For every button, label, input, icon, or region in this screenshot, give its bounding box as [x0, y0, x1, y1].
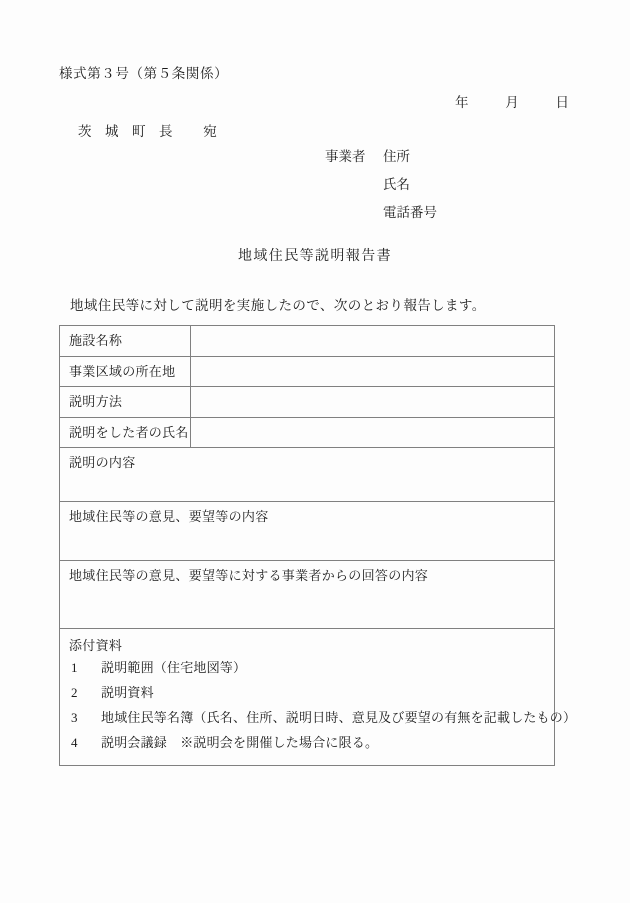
attachment-text: 説明会議録 ※説明会を開催した場合に限る。 — [101, 734, 379, 750]
table-row — [60, 448, 555, 502]
row-label-facility-name: 施設名称 — [60, 326, 191, 357]
addressee-line — [78, 120, 217, 140]
date-year-label: 年 — [455, 95, 469, 110]
table-row — [60, 502, 555, 561]
attachments-title: 添付資料 — [69, 638, 123, 653]
report-table — [59, 325, 577, 766]
row-label-explainer-name: 説明をした者の氏名 — [60, 417, 191, 448]
operator-row-name — [325, 173, 437, 201]
addressee-name: 茨 城 町 長 — [78, 124, 173, 139]
row-label-project-area-location: 事業区域の所在地 — [60, 356, 191, 387]
section-attachments — [60, 629, 577, 766]
date-line — [455, 91, 569, 111]
list-item — [69, 708, 577, 733]
row-label-explanation-method: 説明方法 — [60, 387, 191, 418]
addressee-suffix: 宛 — [203, 124, 217, 139]
row-value-facility-name[interactable] — [191, 326, 555, 357]
intro-sentence: 地域住民等に対して説明を実施したので、次のとおり報告します。 — [70, 298, 486, 313]
row-value-explanation-method[interactable] — [191, 387, 555, 418]
attachment-text: 地域住民等名簿（氏名、住所、説明日時、意見及び要望の有無を記載したもの） — [101, 709, 577, 725]
attachment-number: 1 — [71, 659, 78, 675]
table-row — [60, 387, 555, 418]
operator-row-address — [325, 145, 437, 173]
operator-label-name: 氏名 — [383, 177, 410, 192]
form-number: 様式第３号（第５条関係） — [59, 66, 229, 81]
list-item — [69, 658, 546, 683]
attachment-number: 3 — [71, 709, 78, 725]
table-row — [60, 356, 555, 387]
section-operator-responses[interactable]: 地域住民等の意見、要望等に対する事業者からの回答の内容 — [60, 561, 555, 629]
attachment-number: 2 — [71, 684, 78, 700]
section-explanation-content[interactable]: 説明の内容 — [60, 448, 555, 502]
table-row — [60, 417, 555, 448]
date-month-label: 月 — [505, 95, 519, 110]
operator-block — [325, 145, 437, 229]
operator-row-phone — [325, 201, 437, 229]
row-value-explainer-name[interactable] — [191, 417, 555, 448]
operator-heading: 事業者 — [325, 149, 366, 164]
page-title: 地域住民等説明報告書 — [238, 249, 392, 264]
date-day-label: 日 — [555, 95, 569, 110]
table-row — [60, 561, 555, 629]
operator-label-phone: 電話番号 — [383, 205, 437, 220]
table-row — [60, 629, 555, 766]
row-value-project-area-location[interactable] — [191, 356, 555, 387]
operator-label-address: 住所 — [383, 149, 410, 164]
attachment-text: 説明資料 — [101, 684, 154, 700]
section-resident-opinions[interactable]: 地域住民等の意見、要望等の内容 — [60, 502, 555, 561]
attachments-list — [69, 658, 577, 758]
attachment-number: 4 — [71, 734, 78, 750]
table-row — [60, 326, 555, 357]
list-item — [69, 683, 546, 708]
list-item — [69, 733, 546, 758]
attachment-text: 説明範囲（住宅地図等） — [101, 659, 247, 675]
